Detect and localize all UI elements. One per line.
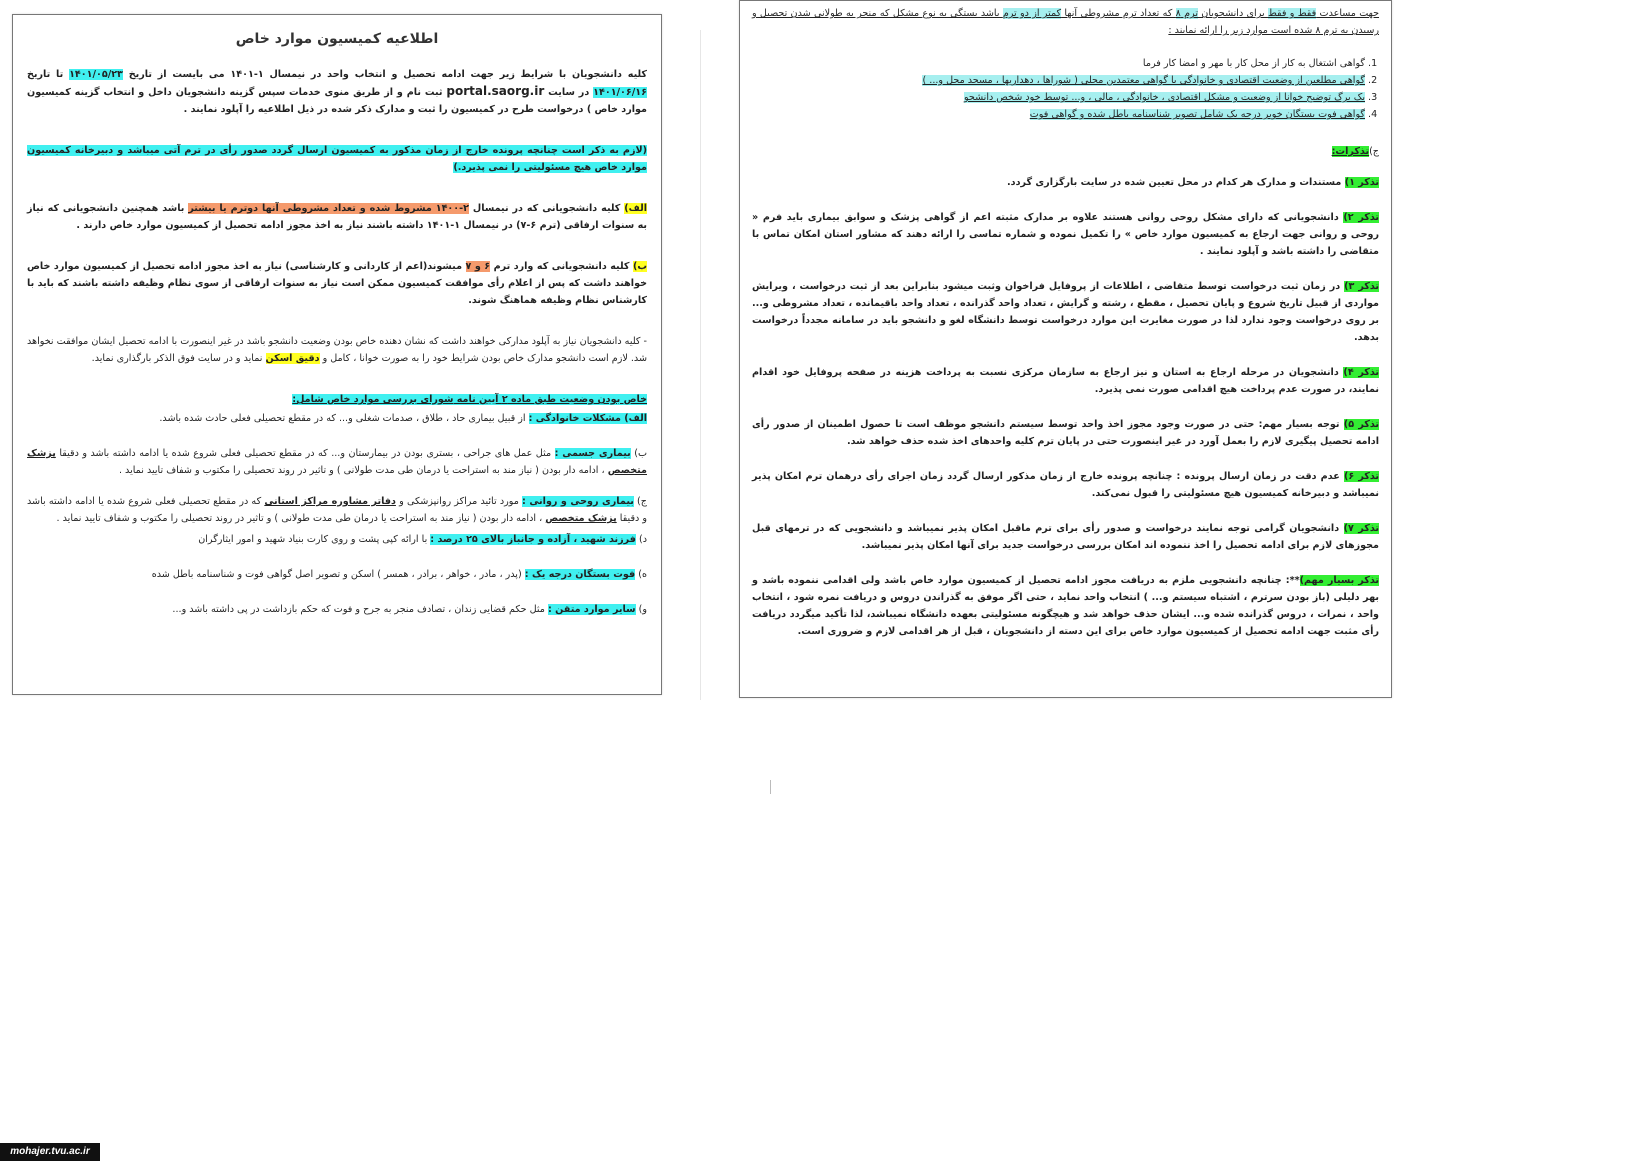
note-very-important — [752, 572, 1379, 640]
note-text: توجه بسیار مهم: حتی در صورت وجود مجوز اخذ واحد توسط سیستم دانشجو موظف است تا حصول اطمینان از صدور رأی ادامه تحصیل پیگیری لازم را بعمل آورد در غیر اینصورت حتی در پایان ترم کلیه واحدهای اخذ شده حذف خواهد شد. — [752, 419, 1379, 447]
condition-text: مثل عمل های جراحی ، بستری بودن در بیمارستان و... که در مقطع تحصیلی فعلی شروع شده یا ادامه داشته باشد و دقیقا — [55, 448, 555, 459]
documents-note-highlight: دقیق اسکن — [265, 353, 320, 364]
note-text: دانشجویان گرامی توجه نمایند درخواست و صدور رأی برای ترم ماقبل امکان پذیر نمیباشد و دانشجویی که در ترمهای قبل مجوزهای لازم برای ادامه تحصیل را اخذ ننموده اند امکان بررسی درخواست جدید برای آنها امکان پذیر نمیباشد. — [752, 523, 1379, 551]
list-item-text: گواهی اشتغال به کار از محل کار با مهر و امضا کار فرما — [1142, 58, 1365, 69]
note-4 — [752, 364, 1379, 398]
note-label: تذکر ۷) — [1343, 523, 1379, 534]
note-3 — [752, 278, 1379, 346]
condition-label: فوت بستگان درجه یک : — [524, 569, 636, 580]
term8-highlight: ترم ۸ — [1175, 8, 1198, 19]
documents-note-text: - کلیه دانشجویان نیاز به آپلود مدارکی خواهند داشت که نشان دهنده خاص بودن وضعیت دانشجو باشد در غیر اینصورت با ادامه تحصیل ایشان موافقت نخواهد شد. لازم است دانشجو مدارک خاص بودن شرایط خود را به صورت خوانا ، کامل و — [27, 336, 647, 364]
item-a-label: الف) — [624, 203, 647, 214]
condition-emphasis: پزشک متخصص — [545, 513, 617, 524]
condition-text: که در مقطع تحصیلی فعلی شروع شده یا ادامه داشته باشد و دقیقا — [27, 496, 647, 524]
end-date: ۱۴۰۱/۰۶/۱۶ — [593, 87, 647, 98]
term8-text: جهت مساعدت — [1316, 8, 1380, 19]
list-item-text: گواهی فوت بستگان خویر درجه یک شامل تصویر شناسنامه باطل شده و گواهی فوت — [1029, 109, 1365, 120]
item-b-highlight: ۶ و ۷ — [465, 261, 491, 272]
notes-prefix: ج) — [1369, 146, 1379, 157]
item-a-paragraph — [27, 200, 647, 234]
documents-note-text: نماید و در سایت فوق الذکر بارگذاری نماید. — [91, 353, 266, 364]
item-b-text: کلیه دانشجویانی که وارد ترم — [490, 261, 633, 272]
list-item — [752, 89, 1365, 106]
condition-prefix: ه) — [635, 569, 647, 580]
condition-physical — [27, 445, 647, 479]
note-label: تذکر ۱) — [1344, 177, 1379, 188]
site-watermark: mohajer.tvu.ac.ir — [0, 1143, 100, 1161]
condition-text: ، ادامه دار بودن ( نیاز مند به استراحت یا درمان طی مدت طولانی ) و تاثیر در روند تحصیلی را مکتوب و شفاف تایید نماید . — [118, 465, 608, 476]
condition-text: با ارائه کپی پشت و روی کارت بنیاد شهید و امور ایثارگران — [198, 534, 431, 545]
note-label: تذکر بسیار مهم) — [1299, 575, 1379, 586]
condition-other — [27, 601, 647, 618]
page-separator — [700, 30, 701, 700]
note-6 — [752, 468, 1379, 502]
condition-emphasis: پزشک متخصص — [27, 448, 647, 476]
documents-note-paragraph — [27, 333, 647, 367]
conditions-heading-text: خاص بودن وضعیت طبق ماده ۲ آیین نامه — [453, 394, 647, 405]
announcement-page-right — [739, 0, 1392, 698]
notes-heading — [752, 143, 1379, 160]
note-text: در زمان ثبت درخواست توسط متقاضی ، اطلاعات از پروفایل فراخوان وثبت میشود بنابراین بعد از ثبت درخواست ، ویرایش مواردی از قبیل تاریخ شروع و پایان تحصیل ، مقطع ، رشته و گرایش ، تعداد واحد گذرانده ، تعداد واحد باقیمانده ، تعداد مشروطی و... بر روی درخواست وجود ندارد لذا در صورت مغایرت این موارد درخواست توسط دانشگاه لغو و دانشجو باید در سامانه مجدداً درخواست بدهد. — [752, 281, 1379, 343]
notes-heading-text: تذکرات: — [1331, 146, 1370, 157]
item-b-label: ب) — [632, 261, 647, 272]
note-2 — [752, 209, 1379, 260]
intro-paragraph — [27, 66, 647, 118]
condition-text: مورد تائید مراکز روانپزشکی و — [395, 496, 523, 507]
condition-emphasis: دفاتر مشاوره مراکز استانی — [264, 496, 396, 507]
condition-label: بیماری روحی و روانی : — [522, 496, 634, 507]
note-7 — [752, 520, 1379, 554]
condition-text: مثل حکم قضایی زندان ، تصادف منجر به جرح و فوت که حکم بازداشت در پی داشته باشد و... — [172, 604, 548, 615]
cursor-mark — [770, 780, 771, 794]
note-label: تذکر ۳) — [1344, 281, 1380, 292]
condition-label: سایر موارد متقن : — [548, 604, 636, 615]
note-5 — [752, 416, 1379, 450]
note-text: : چنانچه دانشجویی ملزم به دریافت مجوز ادامه تحصیل از کمیسیون موارد خاص باشد ولی اقدامی ننموده باشد و بهر دلیلی (باز بودن سرترم ، اشتباه سیستم و... ) انتخاب واحد نماید ، حتی اگر موفق به گذراندن دروس و دریافت نمره شود ، انتخاب واحد ، نمرات ، دروس گذرانده شده و... ایشان حذف خواهد شد و هیچگونه مسئولیتی بعهده دانشگاه نمیباشد، لذا تأکید میگردد دریافت رأی مثبت جهت ادامه تحصیل از کمیسیون موارد خاص برای این دسته از دانشجویان ، قبل از هر اقدامی لازم و ضروری است. — [752, 575, 1379, 637]
condition-label: فرزند شهید ، آزاده و جانباز بالای ۲۵ درصد : — [430, 534, 636, 545]
condition-family — [27, 410, 647, 427]
announcement-page-left — [12, 14, 662, 695]
note-label: تذکر ۵) — [1343, 419, 1380, 430]
condition-label: الف) مشکلات خانوادگی : — [528, 413, 647, 424]
conditions-heading-text: شورای بررسی موارد خاص شامل: — [292, 394, 454, 405]
page-title: اطلاعیه کمیسیون موارد خاص — [235, 31, 439, 47]
item-a-highlight: ۲-۱۴۰۰ مشروط شده و تعداد مشروطی آنها دوترم یا بیشتر — [188, 203, 469, 214]
note-text: دانشجویان در مرحله ارجاع به استان و نیز ارجاع به سازمان مرکزی نسبت به پرداخت هزینه در صفحه پروفایل خود اقدام نمایند، در صورت عدم پرداخت هیچ اقدامی صورت نمی پذیرد. — [752, 367, 1379, 395]
condition-veteran — [27, 531, 647, 548]
portal-link[interactable]: portal.saorg.ir — [446, 84, 545, 98]
intro-text: کلیه دانشجویان با شرایط زیر جهت ادامه تحصیل و انتخاب واحد در نیمسال ۱-۱۴۰۱ می بایست از تاریخ — [122, 69, 647, 80]
list-item — [752, 72, 1365, 89]
item-a-text: باشد همچنین دانشجویانی که نیاز به سنوات ارفاقی (ترم ۶-۷) در نیمسال ۱-۱۴۰۱ داشته باشند نیاز به اخذ مجوز ادامه تحصیل از کمیسیون موارد خاص دارند . — [27, 203, 647, 231]
list-item — [752, 55, 1365, 72]
condition-text: (پدر ، مادر ، خواهر ، برادر ، همسر ) اسکن و تصویر اصل گواهی فوت و شناسنامه باطل شده — [151, 569, 525, 580]
condition-prefix: د) — [635, 534, 647, 545]
condition-mental — [27, 493, 647, 527]
item-b-paragraph — [27, 258, 647, 309]
note-text: دانشجویانی که دارای مشکل روحی روانی هستند علاوه بر مدارک مثبته اعم از گواهی پزشک و سوابق بیماری باید فرم « روحی و روانی جهت ارجاع به کمیسیون موارد خاص » را تکمیل نموده و شماره تماسی را ارائه دهند که مشاور استان امکان تماس با متقاضی را داشته باشد و آپلود نمایند . — [752, 212, 1379, 257]
list-item — [752, 106, 1365, 123]
condition-label: بیماری جسمی : — [554, 448, 631, 459]
warning-paragraph — [27, 142, 647, 176]
note-stars: ** — [1289, 575, 1300, 586]
note-label: تذکر ۴) — [1343, 367, 1380, 378]
note-text: مستندات و مدارک هر کدام در محل تعیین شده در سایت بارگزاری گردد. — [1007, 177, 1345, 188]
condition-prefix: ب) — [630, 448, 647, 459]
conditions-heading — [27, 391, 647, 408]
term8-highlight: کمتر از دو ترم — [1002, 8, 1062, 19]
intro-text: در سایت — [544, 87, 594, 98]
note-label: تذکر ۲) — [1343, 212, 1380, 223]
note-label: تذکر ۶) — [1343, 471, 1380, 482]
term8-text: که تعداد ترم مشروطی آنها — [1061, 8, 1176, 19]
intro-text: تا تاریخ — [27, 69, 70, 80]
term8-text: برای دانشجویان — [1198, 8, 1268, 19]
list-item-text: گواهی مطلعین از وضعیت اقتصادی و خانوادگی یا گواهی معتمدین محلی ( شوراها ، دهداریها ، مسجد محل و... ) — [922, 75, 1365, 86]
term8-highlight: فقط و فقط — [1267, 8, 1317, 19]
condition-text: ، ادامه دار بودن ( نیاز مند به استراحت یا درمان طی مدت طولانی ) و تاثیر در روند تحصیلی را مکتوب و شفاف تایید نماید . — [56, 513, 546, 524]
warning-text: (لازم به ذکر است چنانچه پرونده خارج از زمان مذکور به کمیسیون ارسال گردد صدور رأی در ترم آتی میباشد و دبیرخانه کمیسیون موارد خاص هیچ مسئولیتی را نمی پذیرد.) — [27, 145, 647, 173]
term8-intro — [752, 5, 1379, 39]
item-b-text: میشوند(اعم از کاردانی و کارشناسی) نیاز به اخذ مجوز ادامه تحصیل از کمیسیون موارد خاص خواهند داشت که پس از اعلام رأی موافقت کمیسیون ممکن است نیاز به سنوات ارفاقی از سوی نظام وظیفه داشته باشند که باید با کارشناس نظام وظیفه هماهنگ شوند. — [27, 261, 647, 306]
note-1 — [752, 174, 1379, 191]
condition-text: از قبیل بیماری حاد ، طلاق ، صدمات شغلی و... که در مقطع تحصیلی فعلی حادث شده باشد. — [159, 413, 529, 424]
item-a-text: کلیه دانشجویانی که در نیمسال — [469, 203, 625, 214]
condition-bereavement — [27, 566, 647, 583]
note-text: عدم دقت در زمان ارسال پرونده : چنانچه پرونده خارج از زمان مذکور ارسال گردد زمان اجرای رأی درهمان ترم امکان پذیر نمیباشد و دبیرخانه کمیسیون هیچ مسئولیتی را قبول نمی‌کند. — [752, 471, 1379, 499]
start-date: ۱۴۰۱/۰۵/۲۳ — [69, 69, 123, 80]
list-item-text: یک برگ توضیح خوانا از وضعیت و مشکل اقتصادی ، خانوادگی ، مالی ، و... توسط خود شخص دانشجو — [963, 92, 1365, 103]
condition-prefix: ج) — [633, 496, 647, 507]
condition-prefix: و) — [635, 604, 647, 615]
term8-text: باشد بستگی به نوع مشکل که منجر به طولانی شدن تحصیل و رسیدن به ترم ۸ شده است موارد زیر را ارائه نمایند : — [752, 8, 1379, 36]
required-documents-list — [752, 55, 1379, 123]
intro-text: ثبت نام و از طریق منوی خدمات سپس گزینه دانشجویان داخل و انتخاب گزینه کمیسیون موارد خاص ) درخواست طرح در کمیسیون را ثبت و مدارک ذکر شده در ذیل اطلاعیه را آپلود نمایند . — [27, 87, 647, 115]
